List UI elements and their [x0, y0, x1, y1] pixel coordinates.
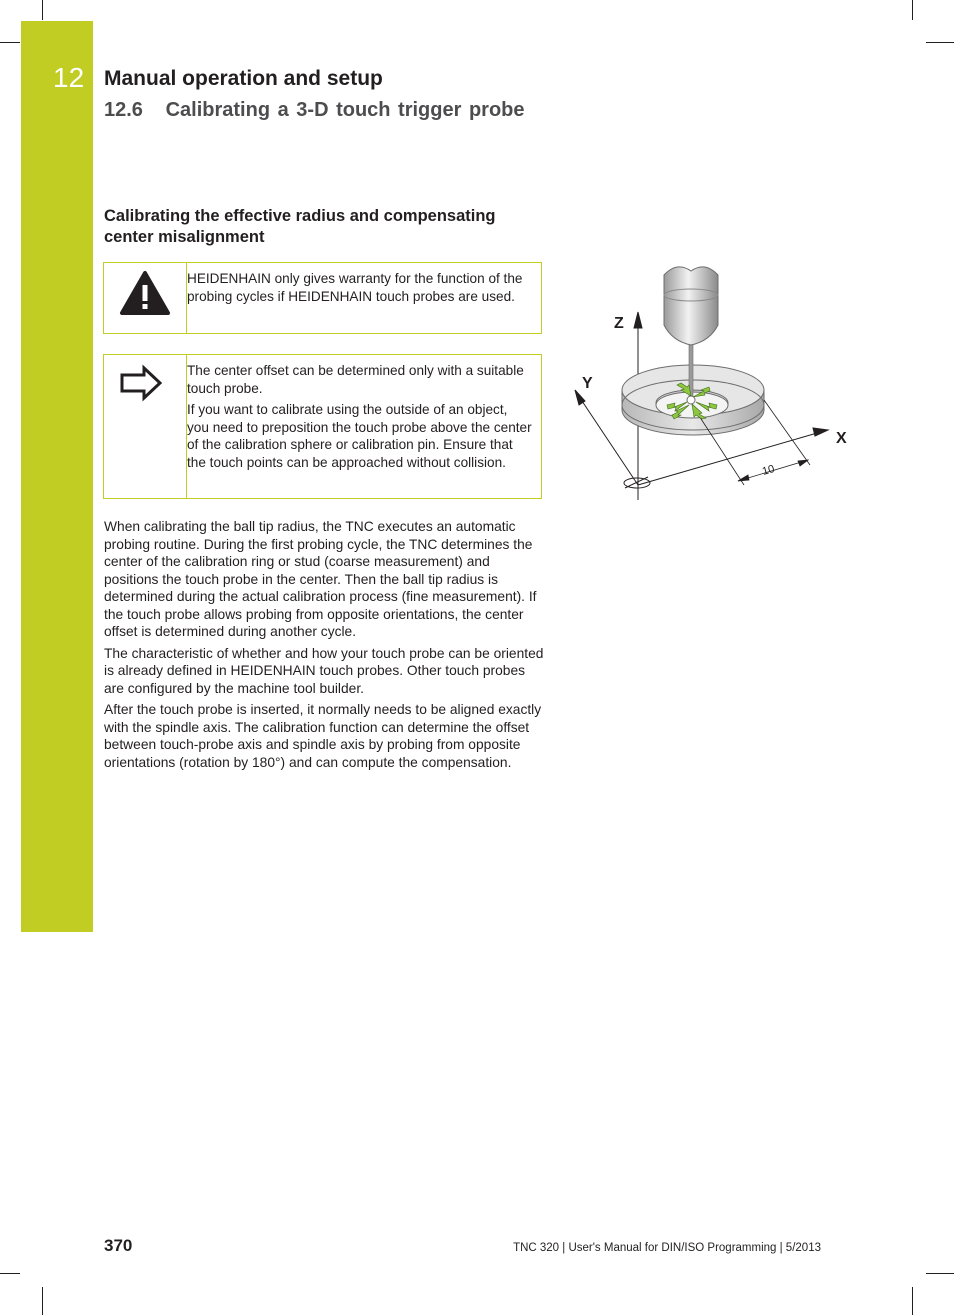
warning-paragraph: HEIDENHAIN only gives warranty for the function of the probing cycles if HEIDENHAIN touch probes are used. [187, 271, 523, 304]
calibration-figure [570, 255, 860, 510]
chapter-side-bar [21, 21, 93, 932]
body-paragraph: When calibrating the ball tip radius, the TNC executes an automatic probing routine. During the first probing cycle, the TNC determines the center of the calibration ring or stud (coarse measurement) and positions the touch probe in the center. Then the ball tip radius is determined during the actual calibration process (fine measurement). If the touch probe allows probing from opposite orientations, the center offset is determined during another cycle. [104, 519, 537, 639]
crop-mark [0, 1273, 20, 1274]
crop-mark [0, 42, 20, 43]
calibration-diagram [570, 255, 860, 510]
crop-mark [42, 0, 43, 20]
body-paragraph: After the touch probe is inserted, it normally needs to be aligned exactly with the spindle axis. The calibration function can determine the offset between touch-probe axis and spindle axis by probing from opposite orientations (rotation by 180°) and can compute the compensation. [104, 702, 542, 770]
dimension-label: 10 [760, 463, 777, 478]
crop-mark [912, 0, 913, 20]
body-text [104, 518, 546, 775]
crop-mark [926, 1273, 954, 1274]
body-paragraph: The characteristic of whether and how your touch probe can be oriented is already defined in HEIDENHAIN touch probes. Other touch probes are configured by the machine tool builder. [104, 645, 544, 696]
warning-triangle-icon [104, 263, 186, 333]
crop-mark [912, 1287, 913, 1315]
axis-x-label: X [836, 430, 847, 447]
chapter-title: Manual operation and setup [104, 67, 383, 90]
section-title: 12.6 Calibrating a 3-D touch trigger probe [104, 99, 525, 121]
hint-icon-cell [104, 355, 187, 498]
crop-mark [42, 1287, 43, 1315]
hint-note [103, 354, 542, 499]
subsection-heading: Calibrating the effective radius and compensating center misalignment [104, 207, 496, 246]
axis-y-label: Y [582, 375, 593, 392]
hint-paragraph: If you want to calibrate using the outside of an object, you need to preposition the touch probe above the center of the calibration sphere or calibration pin. Ensure that the touch points can be approached without collision. [187, 402, 532, 470]
warning-note [103, 262, 542, 334]
axis-z-label: Z [614, 315, 624, 332]
crop-mark [926, 42, 954, 43]
footer-text: TNC 320 | User's Manual for DIN/ISO Programming | 5/2013 [513, 1242, 821, 1254]
hint-text [187, 362, 533, 475]
page-number: 370 [104, 1236, 133, 1255]
hint-paragraph: The center offset can be determined only with a suitable touch probe. [187, 363, 524, 396]
chapter-number: 12 [53, 62, 85, 93]
arrow-right-icon [104, 355, 186, 415]
warning-text [187, 270, 533, 309]
warning-icon-cell [104, 263, 187, 333]
